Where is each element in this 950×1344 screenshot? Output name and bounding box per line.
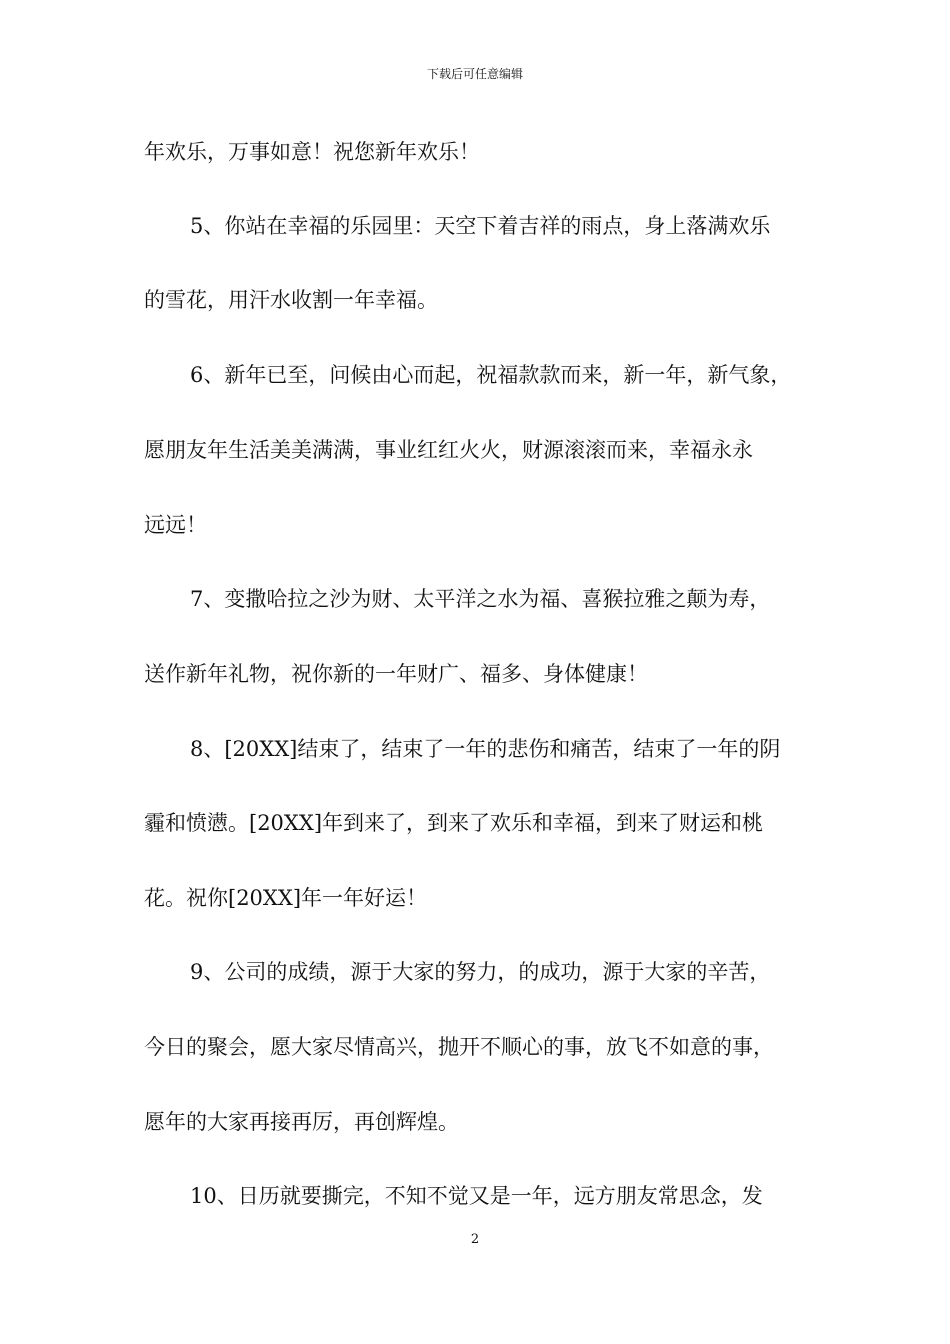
page-number: 2 — [470, 1232, 480, 1247]
text-line: 7、变撒哈拉之沙为财、太平洋之水为福、喜猴拉雅之颠为寿， — [190, 587, 771, 611]
text-line: 愿朋友年生活美美满满，事业红红火火，财源滚滚而来，幸福永永 — [144, 438, 753, 462]
text-line: 5、你站在幸福的乐园里：天空下着吉祥的雨点，身上落满欢乐 — [190, 214, 771, 238]
text-line: 愿年的大家再接再厉，再创辉煌。 — [144, 1110, 459, 1134]
text-line: 10、日历就要撕完，不知不觉又是一年，远方朋友常思念，发 — [190, 1184, 763, 1208]
page-header-note: 下载后可任意编辑 — [426, 67, 523, 81]
text-line: 的雪花，用汗水收割一年幸福。 — [144, 288, 438, 312]
text-line: 今日的聚会，愿大家尽情高兴，抛开不顺心的事，放飞不如意的事， — [144, 1035, 774, 1059]
text-line: 8、[20XX]结束了，结束了一年的悲伤和痛苦，结束了一年的阴 — [190, 737, 781, 761]
text-line: 霾和愤懑。[20XX]年到来了，到来了欢乐和幸福，到来了财运和桃 — [144, 811, 764, 835]
text-line: 年欢乐，万事如意！祝您新年欢乐！ — [144, 140, 480, 164]
text-line: 送作新年礼物，祝你新的一年财广、福多、身体健康！ — [144, 662, 648, 686]
text-line: 6、新年已至，问候由心而起，祝福款款而来，新一年，新气象， — [190, 363, 792, 387]
text-line: 远远！ — [144, 513, 207, 537]
text-line: 9、公司的成绩，源于大家的努力，的成功，源于大家的辛苦， — [190, 960, 771, 984]
text-line: 花。祝你[20XX]年一年好运！ — [144, 886, 428, 910]
